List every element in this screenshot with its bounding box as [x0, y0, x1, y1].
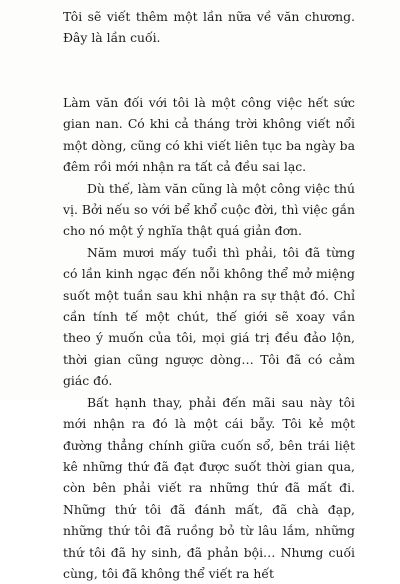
intro-section — [63, 6, 355, 49]
body-paragraph-1: Làm văn đối với tôi là một công việc hết sức gian nan. Có khi cả tháng trời không viết nổi một dòng, cũng có khi viết liên tục ba ngày ba đêm rồi mới nhận ra tất cả đều sai lạc. — [63, 95, 355, 175]
body-section — [63, 92, 355, 584]
body-paragraph-4: Bất hạnh thay, phải đến mãi sau này tôi mới nhận ra đó là một cái bẫy. Tôi kẻ một đường thẳng chính giữa cuốn sổ, bên trái liệt kê những thứ đã đạt được suốt thời gian qua, còn bên phải viết ra những thứ đã mất đi. Những thứ tôi đã đánh mất, đã chà đạp, những thứ tôi đã ruồng bỏ từ lâu lắm, những thứ tôi đã hy sinh, đã phản bội… Nhưng cuối cùng, tôi đã không thể viết ra hết — [63, 394, 355, 581]
body-paragraph-3: Năm mươi mấy tuổi thì phải, tôi đã từng có lần kinh ngạc đến nỗi không thể mở miệng suốt một tuần sau khi nhận ra sự thật đó. Chỉ cần tính tế một chút, thế giới sẽ xoay vần theo ý muốn của tôi, mọi giá trị đều đảo lộn, thời gian cũng ngược dòng… Tôi đã có cảm giác đó. — [63, 244, 355, 389]
body-paragraph-2: Dù thế, làm văn cũng là một công việc thú vị. Bởi nếu so với bể khổ cuộc đời, thì việc gắn cho nó một ý nghĩa thật quá giản đơn. — [63, 180, 355, 239]
intro-paragraph: Tôi sẽ viết thêm một lần nữa về văn chương. Đây là lần cuối. — [63, 9, 355, 46]
